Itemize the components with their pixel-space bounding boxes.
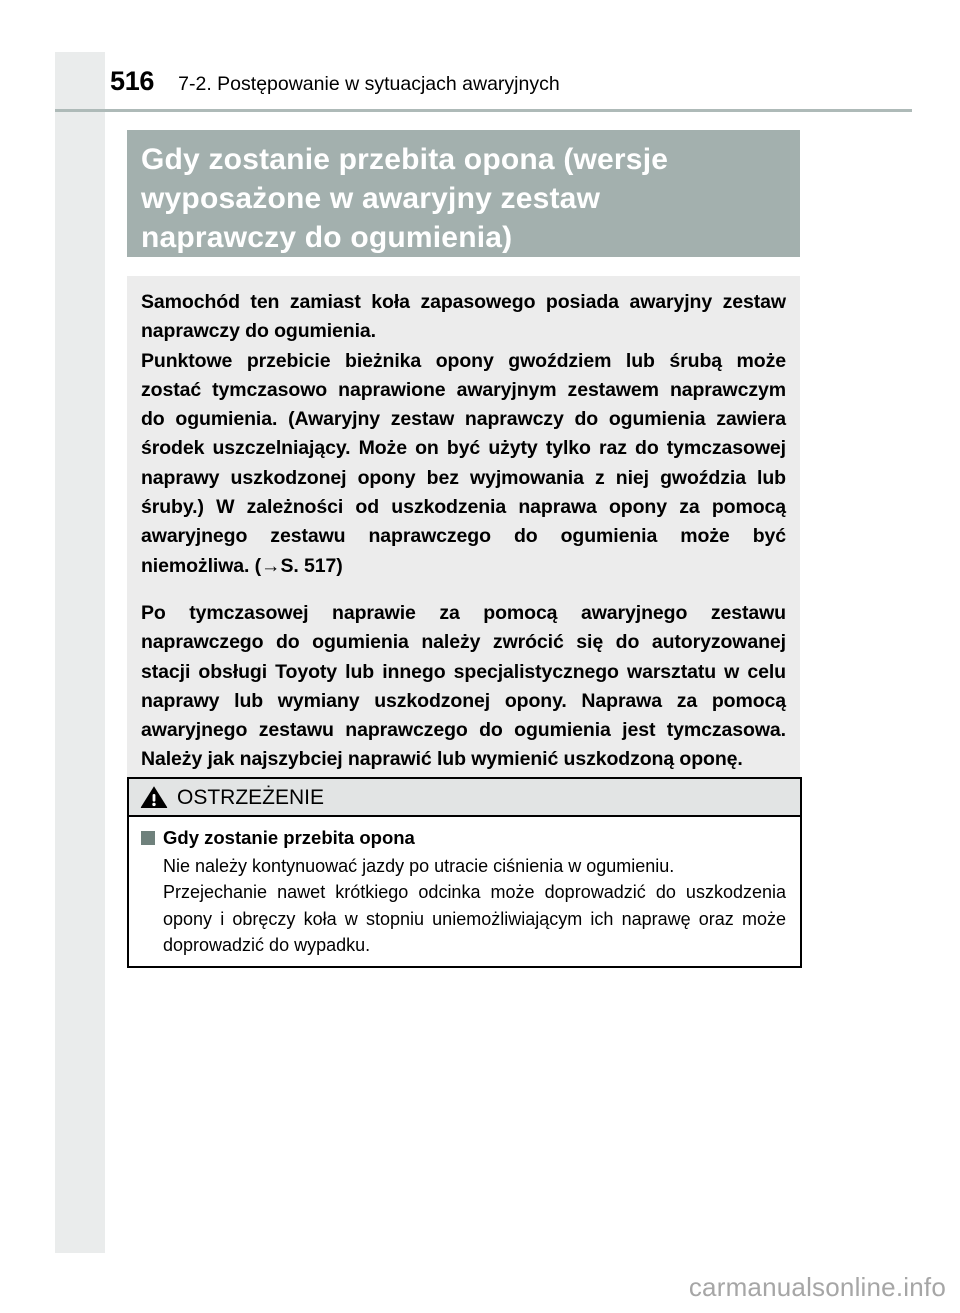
page-number: 516 xyxy=(110,66,155,96)
warning-box xyxy=(127,777,802,968)
section-title-line-2: wyposażone w awaryjny zestaw xyxy=(141,182,601,215)
page-header-title: 7-2. Postępowanie w sytuacjach awaryjnych xyxy=(178,73,560,95)
warning-body-text: Przejechanie nawet krótkiego odcinka może doprowadzić do uszkodzenia opony i obręczy koła w stopniu uniemożliwiającym ich naprawę oraz może doprowadzić do wypadku. xyxy=(163,882,786,955)
warning-subheading: Gdy zostanie przebita opona xyxy=(163,827,415,848)
warning-box-header xyxy=(129,779,800,817)
site-watermark: carmanualsonline.info xyxy=(688,1272,946,1302)
chapter-side-tab xyxy=(55,52,105,1253)
intro-text-block xyxy=(127,276,800,791)
intro-paragraph-3: Po tymczasowej naprawie za pomocą awaryjnego zestawu naprawczego do ogumienia należy zwrócić się do autoryzowanej stacji obsługi Toyoty lub innego specjalistycznego warsztatu w celu naprawy lub wymiany uszkodzonej opony. Naprawa za pomocą awaryjnego zestawu naprawczego do ogumienia jest tymczasowa. Należy jak najszybciej naprawić lub wymienić uszkodzoną oponę. xyxy=(141,601,786,771)
section-title-banner xyxy=(127,130,800,257)
section-title-line-3: naprawczy do ogumienia) xyxy=(141,221,513,254)
square-bullet-icon xyxy=(141,831,155,845)
header-divider-rule xyxy=(55,109,912,112)
section-title-line-1: Gdy zostanie przebita opona (wersje xyxy=(141,143,669,176)
warning-body-line-1: Nie należy kontynuować jazdy po utracie ciśnienia w ogumieniu. xyxy=(163,855,675,876)
page-running-header xyxy=(110,68,912,104)
intro-paragraph-1: Samochód ten zamiast koła zapasowego posiada awaryjny zestaw naprawczy do ogumienia. xyxy=(141,291,786,343)
intro-paragraph-2: Punktowe przebicie bieżnika opony gwoździem lub śrubą może zostać tymczasowo naprawione awaryjnym zestawem naprawczym do ogumienia. (Awaryjny zestaw naprawczy do ogumienia zawiera środek uszczelniający. Może on być użyty tylko raz do tymczasowej naprawy uszkodzonej opony bez wyjmowania z niej gwoździa lub śruby.) W zależności od uszkodzenia naprawa opony za pomocą awaryjnego zestawu naprawczego do ogumienia może być niemożliwa. (→S. 517) xyxy=(141,349,786,577)
warning-box-body xyxy=(129,817,800,959)
warning-subheading-row xyxy=(141,829,786,848)
warning-triangle-icon xyxy=(140,785,168,809)
warning-header-label: OSTRZEŻENIE xyxy=(177,785,325,809)
